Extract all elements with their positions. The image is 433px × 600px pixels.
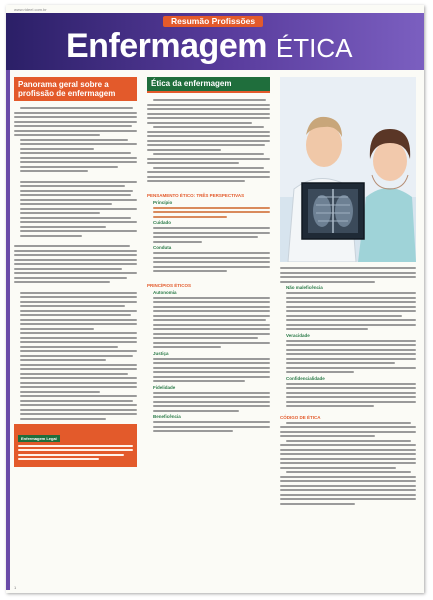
column-etica bbox=[147, 77, 270, 435]
nurses-photo bbox=[280, 77, 416, 262]
heading-codigo: CÓDIGO DE ÉTICA bbox=[280, 414, 321, 420]
heading-justica: Justiça bbox=[153, 350, 169, 356]
heading-confidencialidade: Confidencialidade bbox=[286, 375, 325, 381]
heading-principio: Princípio bbox=[153, 199, 173, 205]
section-heading-panorama: Panorama geral sobre a profissão de enfermagem bbox=[14, 77, 137, 101]
heading-principios: PRINCÍPIOS ÉTICOS bbox=[147, 282, 192, 288]
nurses-illustration bbox=[280, 77, 416, 262]
section-heading-etica: Ética da enfermagem bbox=[147, 77, 270, 93]
left-spine bbox=[6, 70, 10, 590]
title-banner bbox=[6, 13, 424, 70]
heading-autonomia: Autonomia bbox=[153, 289, 177, 295]
heading-conduta: Conduta bbox=[153, 245, 172, 250]
etica-text bbox=[147, 99, 270, 432]
column-panorama bbox=[14, 77, 137, 467]
legal-note-box bbox=[14, 424, 137, 467]
page-title bbox=[66, 27, 353, 67]
panorama-text bbox=[14, 107, 137, 420]
heading-veracidade: Veracidade bbox=[286, 332, 310, 338]
heading-beneficencia: Beneficência bbox=[153, 414, 181, 419]
column-principios-cont bbox=[280, 267, 416, 507]
series-badge: Resumão Profissões bbox=[163, 16, 263, 27]
principios-cont-text bbox=[280, 267, 416, 505]
heading-pensamento: PENSAMENTO ÉTICO: TRÊS PERSPECTIVAS bbox=[147, 192, 245, 198]
publisher-url: www.rideel.com.br bbox=[14, 7, 47, 12]
heading-nao-maleficencia: Não maleficência bbox=[286, 285, 323, 290]
legal-note-label: Enfermagem Legal bbox=[18, 435, 60, 442]
title-sub: ÉTICA bbox=[275, 33, 353, 63]
laminate-sheet bbox=[6, 5, 424, 593]
heading-fidelidade: Fidelidade bbox=[153, 384, 176, 390]
heading-cuidado: Cuidado bbox=[153, 220, 171, 225]
page-number: 1 bbox=[14, 585, 17, 590]
title-main: Enfermagem bbox=[66, 27, 267, 65]
